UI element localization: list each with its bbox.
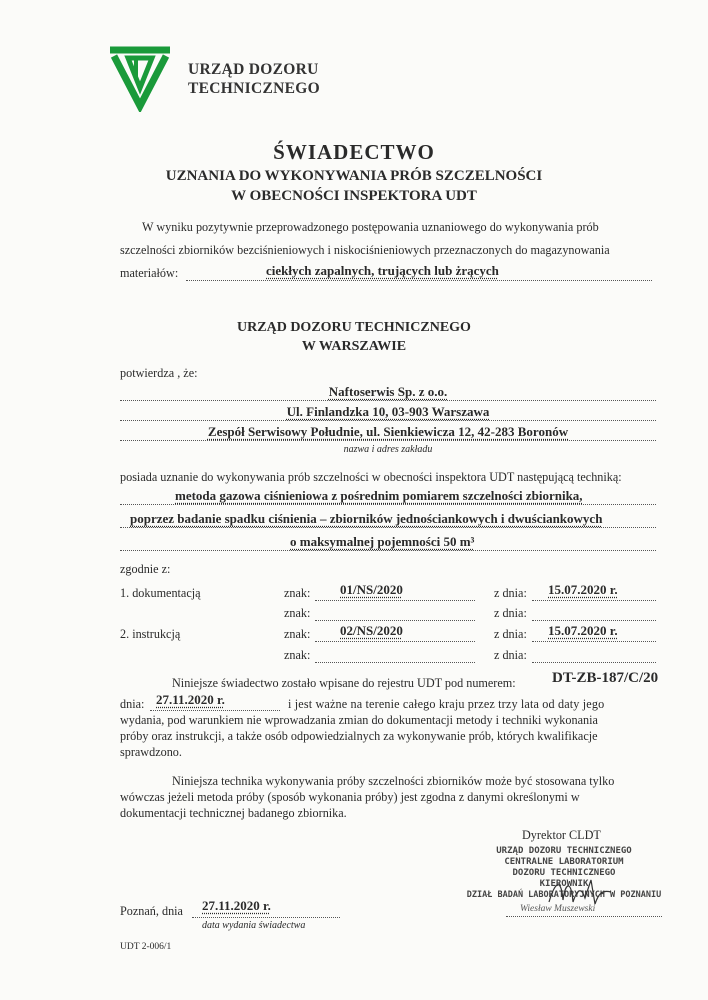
date-label: z dnia:: [494, 586, 527, 600]
org-name: URZĄD DOZORU TECHNICZNEGO: [188, 61, 320, 97]
date-label: z dnia:: [494, 606, 527, 620]
note-line2: wówczas jeżeli metoda próby (sposób wykonania próby) jest zgodna z danymi określonymi w: [120, 790, 580, 804]
page-title: ŚWIADECTWO: [273, 140, 435, 164]
registry-date: 27.11.2020 r.: [156, 692, 225, 707]
znak-label: znak:: [284, 586, 311, 600]
doc-row-label: 1. dokumentacją: [120, 586, 201, 600]
date-label: z dnia:: [494, 648, 527, 662]
registry-text: Niniejsze świadectwo zostało wpisane do rejestru UDT pod numerem:: [172, 676, 516, 690]
znak-label: znak:: [284, 627, 311, 641]
issue-date: 27.11.2020 r.: [202, 898, 271, 913]
znak-label: znak:: [284, 606, 311, 620]
udt-logo-icon: [108, 40, 172, 112]
materials-value: ciekłych zapalnych, trujących lub żrących: [266, 263, 499, 278]
znak-value: 01/NS/2020: [340, 582, 403, 597]
znak-label: znak:: [284, 648, 311, 662]
company-name: Naftoserwis Sp. z o.o.: [328, 384, 448, 399]
registry-cont2: wydania, pod warunkiem nie wprowadzania zmian do dokumentacji metody i techniki wykonania: [120, 713, 598, 727]
confirms-label: potwierdza , że:: [120, 366, 198, 380]
official-stamp: URZĄD DOZORU TECHNICZNEGO CENTRALNE LABORATORIUM DOZORU TECHNICZNEGO KIEROWNIK DZIAŁ BADAŃ LABORATORYJNYCH W POZNANIU: [466, 846, 662, 900]
form-code: UDT 2-006/1: [120, 942, 172, 952]
company-branch: Zespół Serwisowy Południe, ul. Sienkiewicza 12, 42-283 Boronów: [207, 424, 569, 439]
company-caption: nazwa i adres zakładu: [343, 444, 433, 455]
date-label: z dnia:: [494, 627, 527, 641]
date-value: 15.07.2020 r.: [548, 582, 618, 597]
znak-value: 02/NS/2020: [340, 623, 403, 638]
registry-cont3: próby oraz instrukcji, a także osób odpowiedzialnych za wykonywanie prób, których kwalifikacje: [120, 729, 598, 743]
note-line3: dokumentacji technicznej badanego zbiornika.: [120, 806, 347, 820]
subtitle: UZNANIA DO WYKONYWANIA PRÓB SZCZELNOŚCI W OBECNOŚCI INSPEKTORA UDT: [165, 168, 543, 204]
registry-cont1: i jest ważne na terenie całego kraju przez trzy lata od daty jego: [288, 697, 605, 711]
office-name: URZĄD DOZORU TECHNICZNEGO W WARSZAWIE: [237, 320, 471, 354]
place-label: Poznań, dnia: [120, 904, 183, 918]
signature-role: Dyrektor CLDT: [522, 828, 601, 842]
registry-date-label: dnia:: [120, 697, 145, 711]
issue-caption: data wydania świadectwa: [202, 920, 306, 931]
note-line1: Niniejsza technika wykonywania próby szczelności zbiorników może być stosowana tylko: [172, 774, 615, 788]
intro-line3-label: materiałów:: [120, 266, 179, 280]
registry-cont4: sprawdzono.: [120, 745, 182, 759]
technique-line3: o maksymalnej pojemności 50 m³: [290, 534, 475, 549]
technique-line1: metoda gazowa ciśnieniowa z pośrednim pomiarem szczelności zbiornika,: [175, 488, 583, 503]
company-address: Ul. Finlandzka 10, 03-903 Warszawa: [286, 404, 490, 419]
registry-number: DT-ZB-187/C/20: [552, 670, 659, 686]
according-label: zgodnie z:: [120, 562, 171, 576]
technique-intro: posiada uznanie do wykonywania prób szczelności w obecności inspektora UDT następującą techniką:: [120, 470, 622, 484]
technique-line2: poprzez badanie spadku ciśnienia – zbiorników jednościankowych i dwuściankowych: [130, 511, 603, 526]
intro-line2: szczelności zbiorników bezciśnieniowych i niskociśnieniowych przeznaczonych do magazynowania: [120, 243, 610, 257]
instr-row-label: 2. instrukcją: [120, 627, 181, 641]
logo: [108, 40, 172, 112]
signatory-name: Wiesław Muszewski: [520, 904, 596, 914]
date-value: 15.07.2020 r.: [548, 623, 618, 638]
intro-line1: W wyniku pozytywnie przeprowadzonego postępowania uznaniowego do wykonywania prób: [142, 220, 599, 234]
